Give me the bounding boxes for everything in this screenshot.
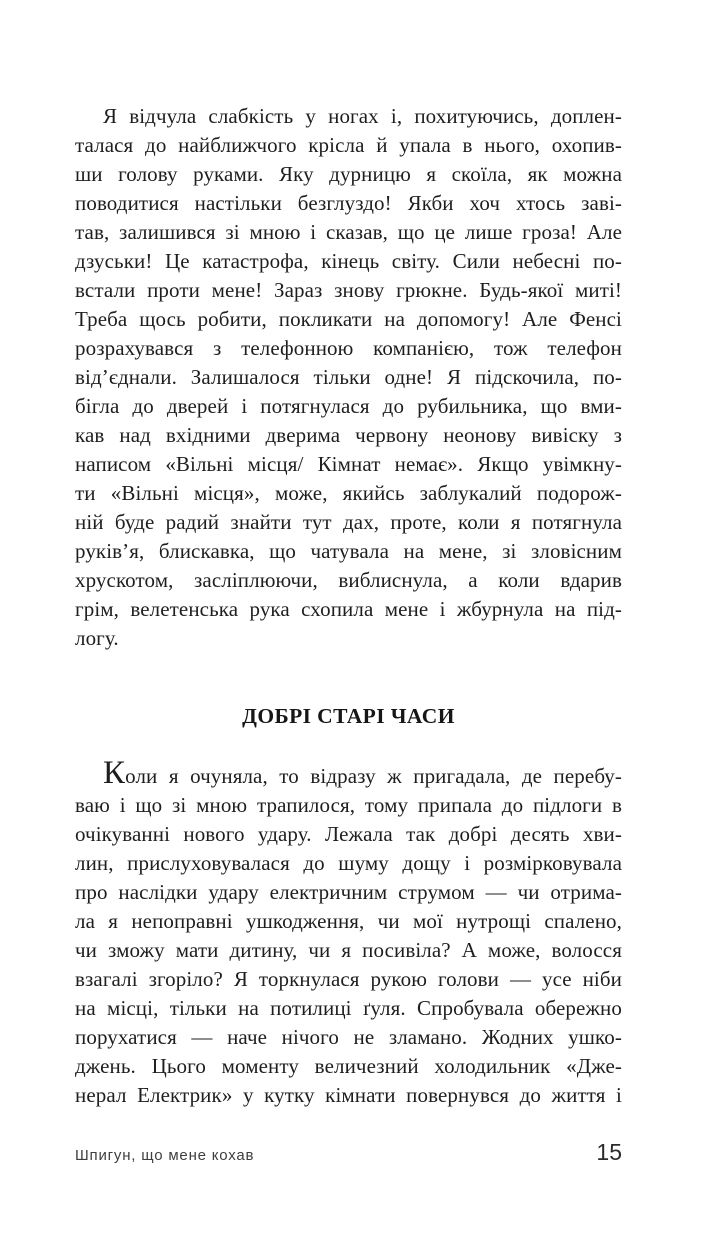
text-line: Треба щось робити, покликати на допомогу! Але Фенсі [75,307,622,331]
text-line: встали проти мене! Зараз знову грюкне. Будь-якої миті! [75,278,622,302]
text-line: ти «Вільні місця», може, якийсь заблукалий подорож- [75,481,622,505]
text-line: грім, велетенська рука схопила мене і жбурнула на під- [75,597,622,621]
text-line: написом «Вільні місця/ Кімнат немає». Якщо увімкну- [75,452,622,476]
text-line: чи зможу мати дитину, чи я посивіла? А може, волосся [75,938,622,962]
paragraph-continuation [75,102,622,653]
text-line: ній буде радий знайти тут дах, проте, коли я потягнула [75,510,622,534]
text-line: взагалі згоріло? Я торкнулася рукою голови — усе ніби [75,967,622,991]
running-footer-book-title: Шпигун, що мене кохав [75,1147,255,1164]
text-line: тав, залишився зі мною і сказав, що це лише гроза! Але [75,220,622,244]
text-line: Коли я очуняла, то відразу ж пригадала, де перебу- [103,755,622,791]
chapter-opening-paragraph [75,755,622,1110]
text-line: логу. [75,626,119,650]
text-line: ваю і що зі мною трапилося, тому припала до підлоги в [75,793,622,817]
text-line: хрускотом, засліплюючи, виблиснула, а коли вдарив [75,568,622,592]
text-line: руків’я, блискавка, що чатувала на мене, зі зловісним [75,539,622,563]
text-line: поводитися настільки безглуздо! Якби хоч хтось заві- [75,191,622,215]
text-line: кав над вхідними дверима червону неонову вивіску з [75,423,622,447]
page-footer [75,1141,622,1164]
text-line: дзуськи! Це катастрофа, кінець світу. Сили небесні по- [75,249,622,273]
text-line: лин, прислуховувалася до шуму дощу і розмірковувала [75,851,622,875]
text-line: від’єднали. Залишалося тільки одне! Я підскочила, по- [75,365,622,389]
text-line: розрахувався з телефонною компанією, тож телефон [75,336,622,360]
text-line: нерал Електрик» у кутку кімнати повернувся до життя і [75,1083,622,1107]
chapter-heading: ДОБРІ СТАРІ ЧАСИ [242,704,455,728]
text-line: ши голову руками. Яку дурницю я скоїла, як можна [75,162,622,186]
text-line: про наслідки удару електричним струмом — чи отрима- [75,880,622,904]
page-body [75,102,622,1110]
page-number: 15 [596,1139,622,1165]
text-line: бігла до дверей і потягнулася до рубильника, що вми- [75,394,622,418]
text-line: ла я непоправні ушкодження, чи мої нутрощі спалено, [75,909,622,933]
text-line: на місці, тільки на потилиці ґуля. Спробувала обережно [75,996,622,1020]
text-line: Я відчула слабкість у ногах і, похитуючись, доплен- [103,104,622,128]
text-line: порухатися — наче нічого не зламано. Жодних ушко- [75,1025,622,1049]
text-line: очікуванні нового удару. Лежала так добрі десять хви- [75,822,622,846]
text-line: джень. Цього моменту величезний холодильник «Дже- [75,1054,622,1078]
text-line: талася до найближчого крісла й упала в нього, охопив- [75,133,622,157]
